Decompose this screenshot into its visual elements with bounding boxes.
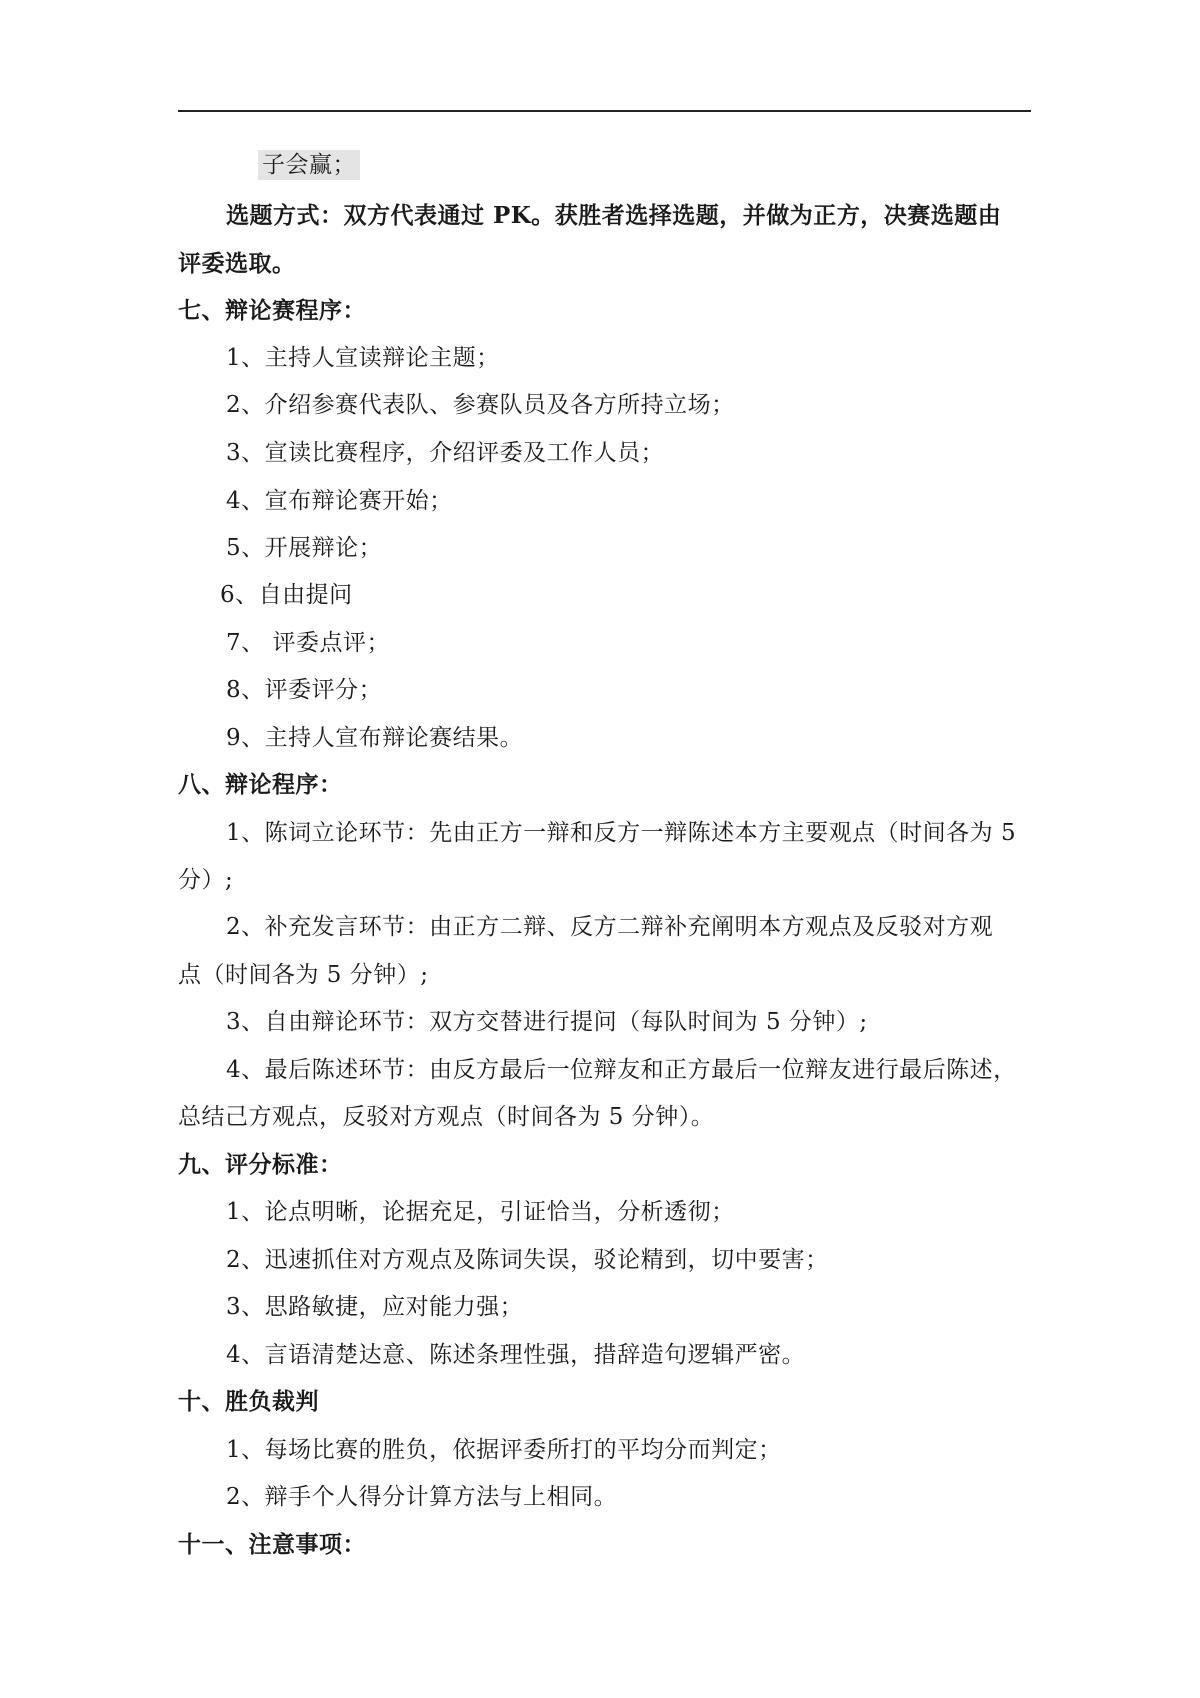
list-item: 4、言语清楚达意、陈述条理性强，措辞造句逻辑严密。 [226,1342,806,1368]
paragraph-line: 2、补充发言环节：由正方二辩、反方二辩补充阐明本方观点及反驳对方观 [226,914,994,940]
list-item: 2、介绍参赛代表队、参赛队员及各方所持立场； [226,392,735,418]
highlighted-text: 子会赢； [258,150,360,180]
list-item: 2、迅速抓住对方观点及陈词失误，驳论精到，切中要害； [226,1247,829,1273]
section-heading-9: 九、评分标准： [178,1151,343,1178]
list-item: 4、宣布辩论赛开始； [226,488,453,514]
section-heading-10: 十、胜负裁判 [178,1388,319,1415]
list-item: 1、论点明晰，论据充足，引证恰当，分析透彻； [226,1199,735,1225]
paragraph-line: 1、陈词立论环节：先由正方一辩和反方一辩陈述本方主要观点（时间各为 5 [226,820,1017,846]
section-heading-7: 七、辩论赛程序： [178,297,366,324]
list-item: 8、评委评分； [226,677,383,703]
list-item: 6、自由提问 [220,582,353,608]
paragraph-line: 总结己方观点，反驳对方观点（时间各为 5 分钟）。 [178,1104,715,1130]
list-item: 2、辩手个人得分计算方法与上相同。 [226,1484,618,1510]
section-heading-8: 八、辩论程序： [178,771,343,798]
topic-method-line-2: 评委选取。 [178,250,296,277]
list-item: 3、思路敏捷，应对能力强； [226,1294,524,1320]
paragraph-line: 4、最后陈述环节：由反方最后一位辩友和正方最后一位辩友进行最后陈述， [226,1057,1017,1083]
list-item: 1、每场比赛的胜负，依据评委所打的平均分而判定； [226,1437,782,1463]
list-item: 3、宣读比赛程序，介绍评委及工作人员； [226,440,665,466]
list-item: 9、主持人宣布辩论赛结果。 [226,725,524,751]
paragraph-line: 分）; [178,867,234,893]
list-item: 5、开展辩论； [226,535,383,561]
continued-line [258,150,360,180]
section-heading-11: 十一、注意事项： [178,1531,366,1558]
topic-method-line-1: 选题方式：双方代表通过 PK。获胜者选择选题，并做为正方，决赛选题由 [226,202,1002,229]
paragraph-line: 3、自由辩论环节：双方交替进行提问（每队时间为 5 分钟）; [226,1009,868,1035]
list-item: 7、 评委点评； [226,630,390,656]
paragraph-line: 点（时间各为 5 分钟）; [178,962,429,988]
list-item: 1、主持人宣读辩论主题； [226,345,500,371]
header-rule [178,110,1031,112]
